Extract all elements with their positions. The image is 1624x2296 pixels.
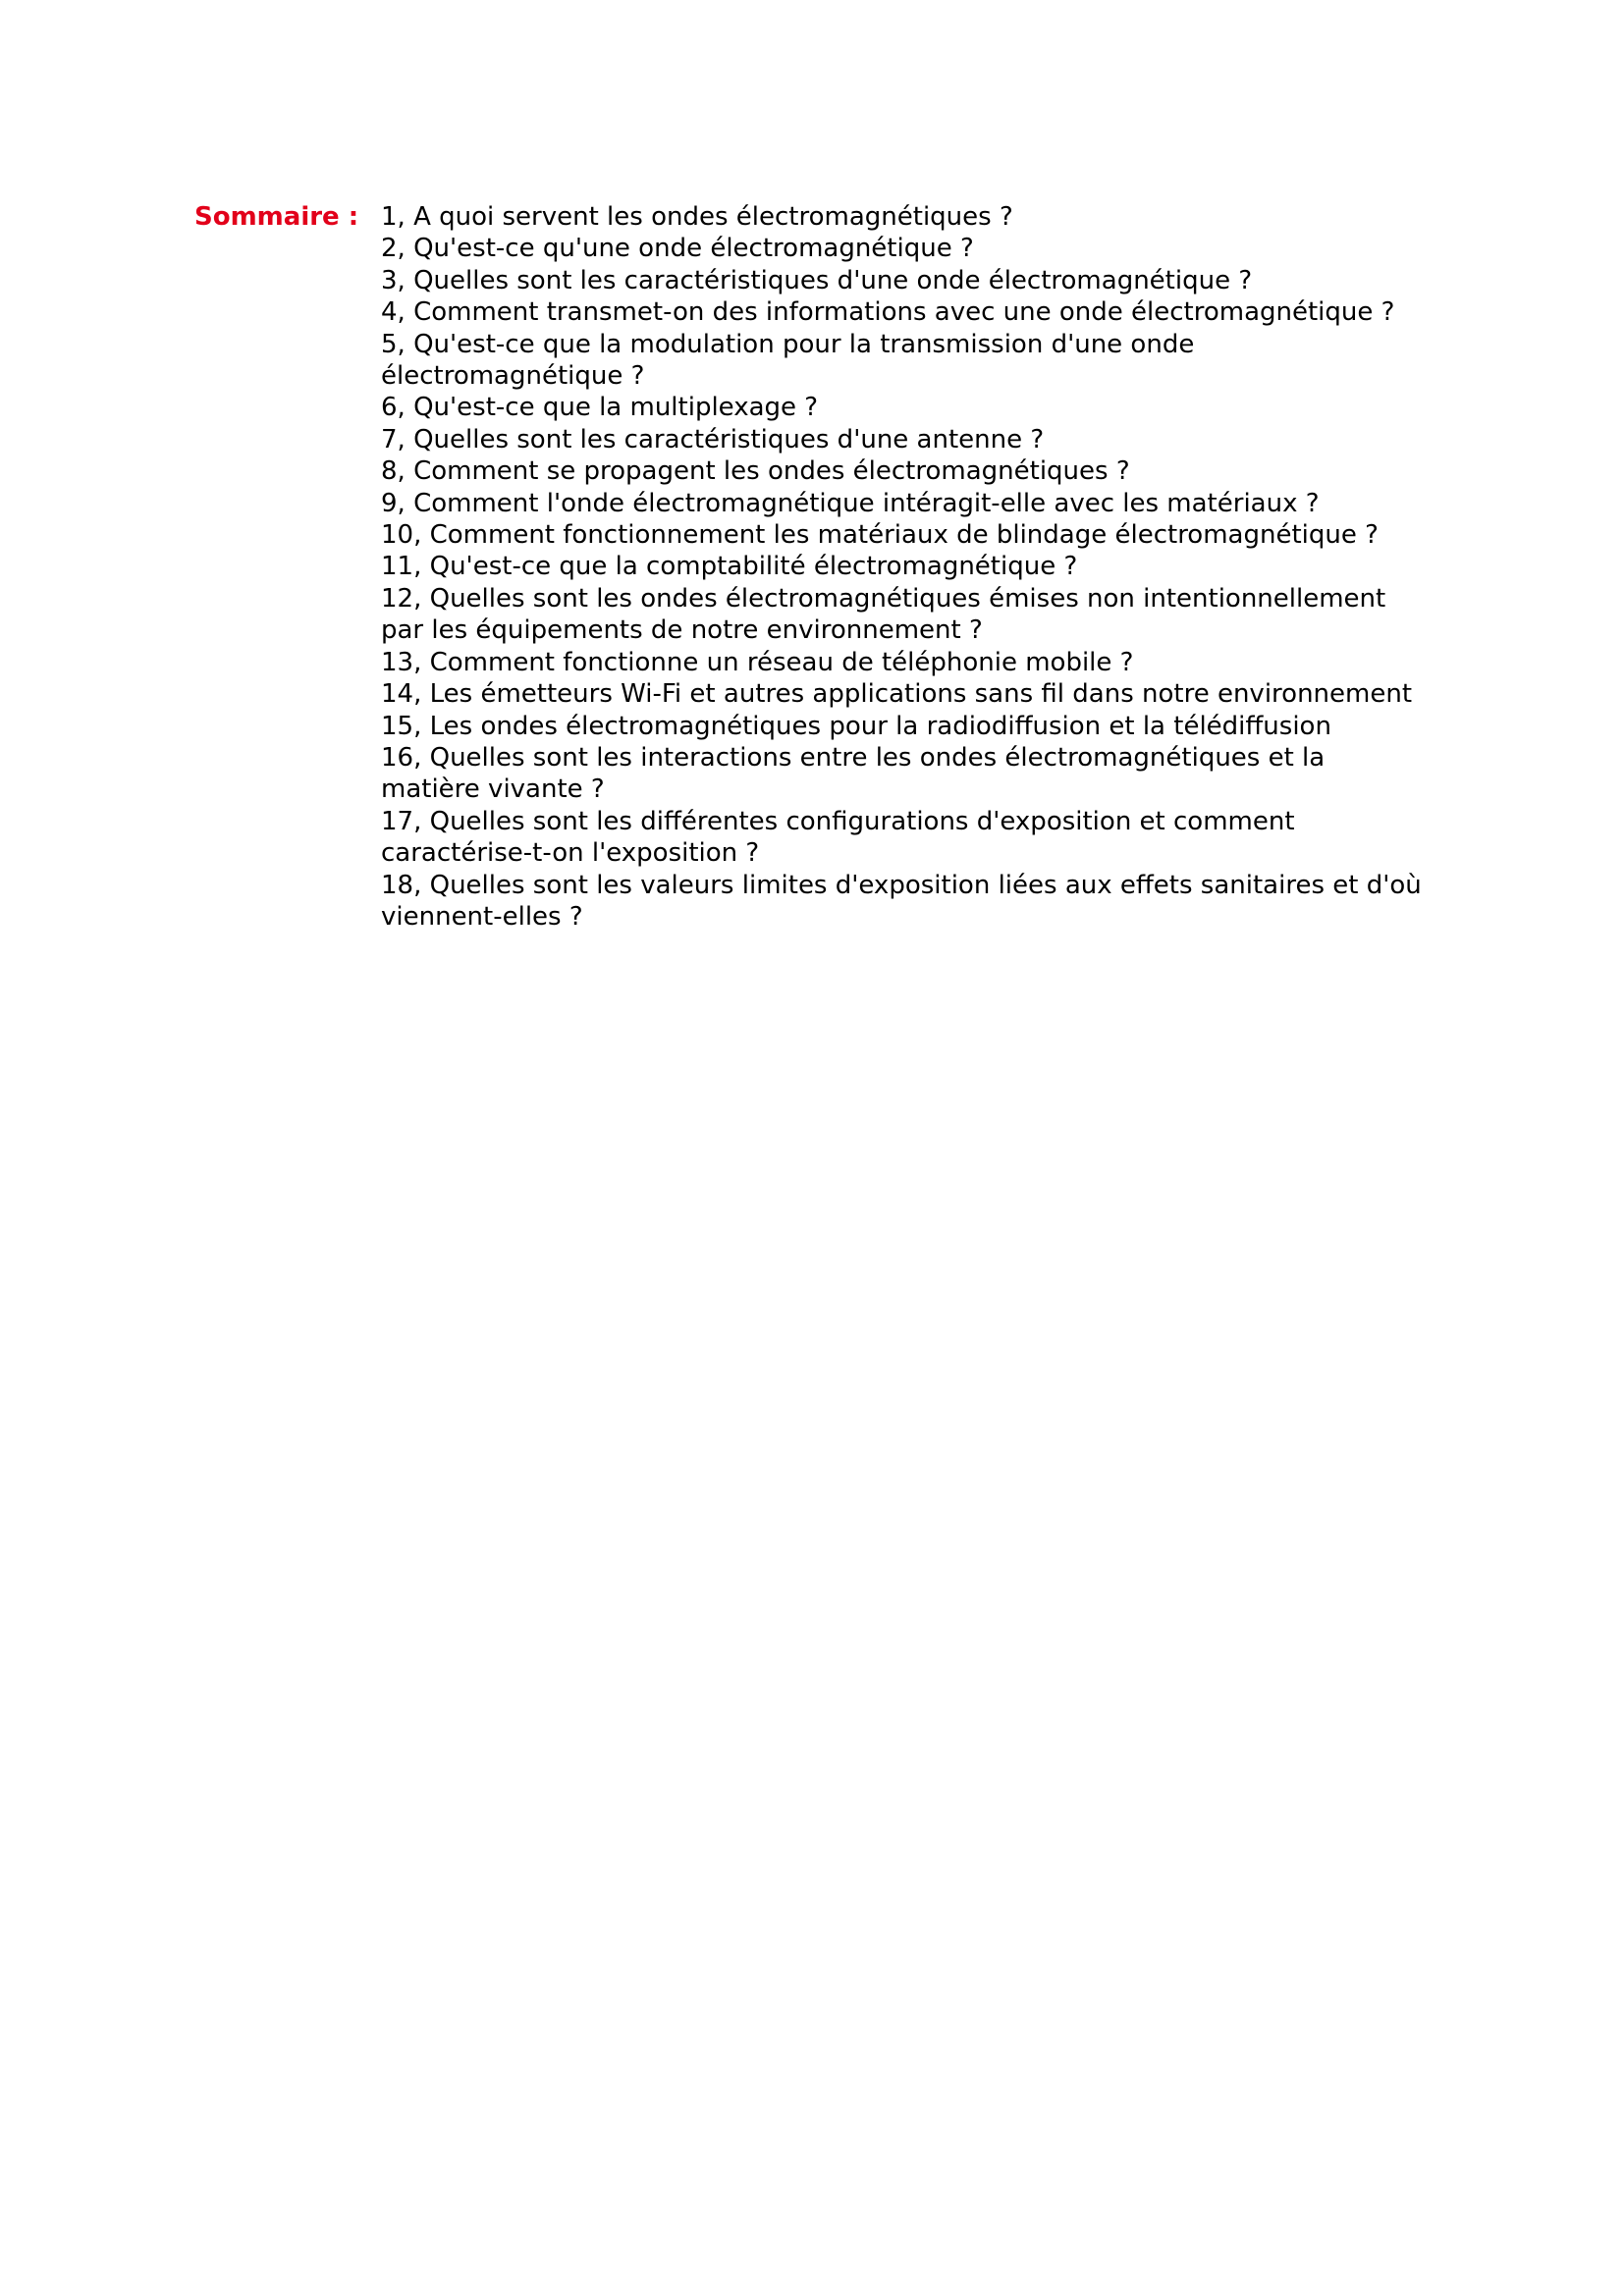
toc-item: 16, Quelles sont les interactions entre les ondes électromagnétiques et la matière vivante ? xyxy=(381,742,1326,805)
toc-item: 5, Qu'est-ce que la modulation pour la transmission d'une onde électromagnétique ? xyxy=(381,329,1195,392)
toc-item: 17, Quelles sont les différentes configurations d'exposition et comment caractérise-t-on l'exposition ? xyxy=(381,806,1295,869)
toc-item: 13, Comment fonctionne un réseau de téléphonie mobile ? xyxy=(381,647,1134,677)
toc-item: 2, Qu'est-ce qu'une onde électromagnétique ? xyxy=(381,234,974,264)
toc-item: 1, A quoi servent les ondes électromagnétiques ? xyxy=(381,202,1013,232)
toc-item: 9, Comment l'onde électromagnétique intéragit-elle avec les matériaux ? xyxy=(381,488,1320,518)
table-of-contents xyxy=(381,201,1432,933)
toc-item: 10, Comment fonctionnement les matériaux de blindage électromagnétique ? xyxy=(381,520,1379,551)
toc-item: 18, Quelles sont les valeurs limites d'exposition liées aux effets sanitaires et d'où viennent-elles ? xyxy=(381,870,1422,932)
toc-item: 15, Les ondes électromagnétiques pour la radiodiffusion et la télédiffusion xyxy=(381,711,1331,741)
toc-item: 11, Qu'est-ce que la comptabilité électromagnétique ? xyxy=(381,552,1078,582)
toc-item: 3, Quelles sont les caractéristiques d'une onde électromagnétique ? xyxy=(381,265,1253,295)
toc-item: 7, Quelles sont les caractéristiques d'une antenne ? xyxy=(381,424,1045,454)
toc-item: 4, Comment transmet-on des informations avec une onde électromagnétique ? xyxy=(381,297,1395,328)
toc-item: 14, Les émetteurs Wi-Fi et autres applications sans fil dans notre environnement xyxy=(381,679,1413,710)
toc-item: 12, Quelles sont les ondes électromagnétiques émises non intentionnellement par les équipements de notre environnement ? xyxy=(381,583,1386,646)
toc-item: 8, Comment se propagent les ondes électromagnétiques ? xyxy=(381,456,1130,487)
sommaire-heading: Sommaire : xyxy=(194,202,359,232)
toc-item: 6, Qu'est-ce que la multiplexage ? xyxy=(381,393,819,423)
